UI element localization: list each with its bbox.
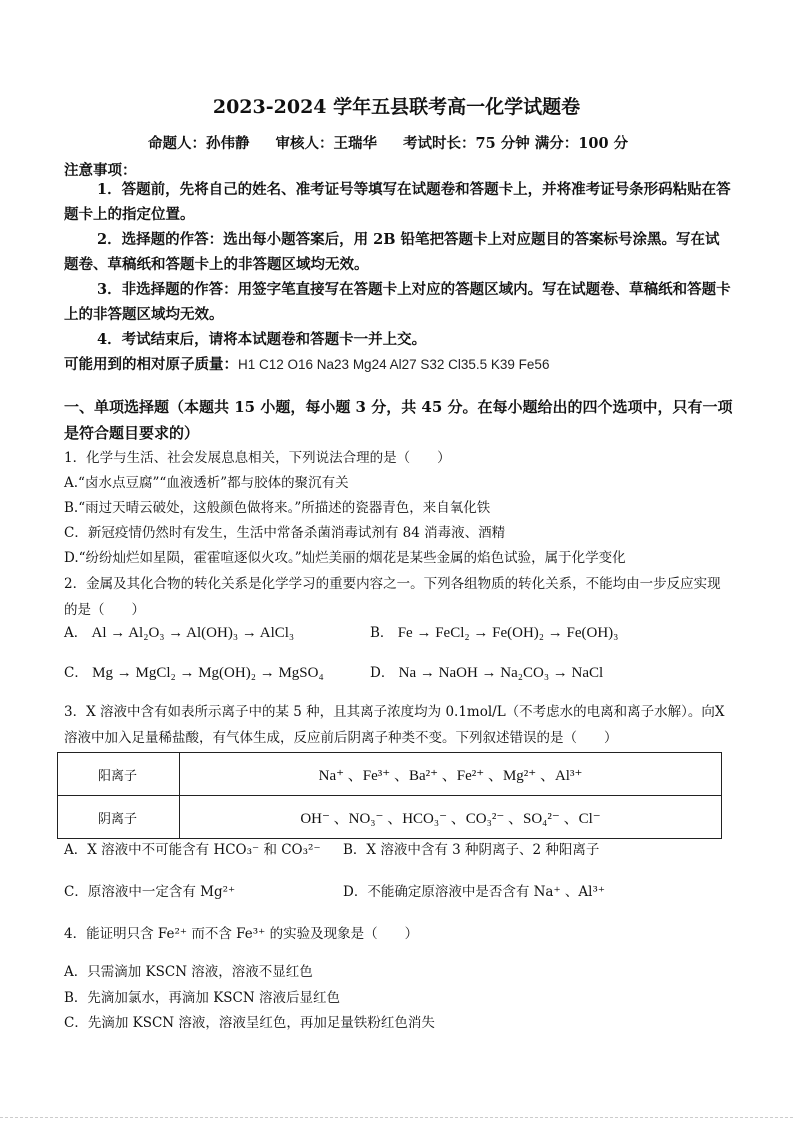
q4-option-c: C．先滴加 KSCN 溶液，溶液呈红色，再加足量铁粉红色消失 — [64, 1015, 435, 1031]
exam-meta — [148, 132, 654, 153]
page-title: 2023-2024 学年五县联考高一化学试题卷 — [212, 96, 581, 118]
option-label: D． — [370, 665, 395, 681]
q3-option-c: C．原溶液中一定含有 Mg²⁺ — [64, 884, 236, 900]
question-1-stem: 1．化学与生活、社会发展息息相关，下列说法合理的是（ ） — [64, 450, 451, 466]
notice-item: 4．考试结束后，请将本试题卷和答题卡一并上交。 — [97, 331, 427, 348]
question-3-stem: 3．X 溶液中含有如表所示离子中的某 5 种，且其离子浓度均为 0.1mol/L（不考虑水的电离和离子水解）。向X 溶液中加入足量稀盐酸，有气体生成，反应前后阴离子种类不变。下列叙述错误的是（ ） — [64, 704, 725, 746]
q3-option-a: A．X 溶液中不可能含有 HCO₃⁻ 和 CO₃²⁻ — [64, 842, 321, 858]
q2-option-c — [64, 663, 324, 683]
q4-option-b: B．先滴加氯水，再滴加 KSCN 溶液后显红色 — [64, 990, 340, 1006]
notice-item: 2．选择题的作答：选出每小题答案后，用 2B 铅笔把答题卡上对应题目的答案标号涂黑。写在试题卷、草稿纸和答题卡上的非答题区域均无效。 — [64, 231, 720, 273]
option-label: A． — [64, 625, 88, 641]
option-label: C． — [64, 665, 88, 681]
q2-option-a — [64, 623, 294, 643]
q1-option-c: C．新冠疫情仍然时有发生，生活中常备杀菌消毒试剂有 84 消毒液、酒精 — [64, 525, 506, 541]
notice-item: 1．答题前，先将自己的姓名、准考证号等填写在试题卷和答题卡上，并将准考证号条形码粘贴在答题卡上的指定位置。 — [64, 181, 731, 223]
ion-row-label: 阴离子 — [58, 796, 180, 839]
page-bottom-divider — [0, 1117, 793, 1118]
ion-row-values: OH⁻ 、NO₃⁻ 、HCO₃⁻ 、CO₃²⁻ 、SO₄²⁻ 、Cl⁻ — [180, 796, 722, 839]
atomic-mass-line — [64, 353, 549, 374]
question-2-stem: 2．金属及其化合物的转化关系是化学学习的重要内容之一。下列各组物质的转化关系，不能均由一步反应实现的是（ ） — [64, 576, 721, 618]
option-formula: Al → Al₂O₃ → Al(OH)₃ → AlCl₃ — [91, 625, 295, 641]
q2-option-b — [370, 623, 618, 643]
option-formula: Fe → FeCl₂ → Fe(OH)₂ → Fe(OH)₃ — [397, 625, 619, 641]
time-score-label: 考试时长：75 分钟 满分：100 分 — [403, 135, 629, 152]
table-row — [58, 753, 722, 796]
section-heading: 一、单项选择题（本题共 15 小题，每小题 3 分，共 45 分。在每小题给出的四个选项中，只有一项是符合题目要求的） — [64, 398, 733, 442]
atomic-mass-values: H1 C12 O16 Na23 Mg24 Al27 S32 Cl35.5 K39 Fe56 — [238, 357, 550, 372]
ion-row-label: 阳离子 — [58, 753, 180, 796]
table-row — [58, 796, 722, 839]
author-label: 命题人：孙伟静 — [148, 135, 250, 152]
option-label: B． — [370, 625, 394, 641]
ion-table — [57, 752, 722, 839]
option-formula: Mg → MgCl₂ → Mg(OH)₂ → MgSO₄ — [92, 665, 324, 681]
q1-option-a: A.“卤水点豆腐”“血液透析”都与胶体的聚沉有关 — [64, 475, 349, 491]
q1-option-d: D.“纷纷灿烂如星陨，霍霍喧逐似火攻。”灿烂美丽的烟花是某些金属的焰色试验，属于化学变化 — [64, 550, 626, 566]
question-4-stem: 4．能证明只含 Fe²⁺ 而不含 Fe³⁺ 的实验及现象是（ ） — [64, 926, 419, 942]
q4-option-a: A．只需滴加 KSCN 溶液，溶液不显红色 — [64, 964, 313, 980]
notice-item: 3．非选择题的作答：用签字笔直接写在答题卡上对应的答题区域内。写在试题卷、草稿纸和答题卡上的非答题区域均无效。 — [64, 281, 731, 323]
q3-option-d: D．不能确定原溶液中是否含有 Na⁺ 、Al³⁺ — [343, 884, 605, 900]
q2-option-d — [370, 663, 603, 683]
notice-heading: 注意事项： — [64, 162, 137, 179]
option-formula: Na → NaOH → Na₂CO₃ → NaCl — [398, 665, 604, 681]
q1-option-b: B.“雨过天晴云破处，这般颜色做将来。”所描述的瓷器青色，来自氧化铁 — [64, 500, 491, 516]
q3-option-b: B．X 溶液中含有 3 种阴离子、2 种阳离子 — [343, 842, 600, 858]
atomic-mass-label: 可能用到的相对原子质量： — [64, 356, 238, 373]
ion-row-values: Na⁺ 、Fe³⁺ 、Ba²⁺ 、Fe²⁺ 、Mg²⁺ 、Al³⁺ — [180, 753, 722, 796]
reviewer-label: 审核人：王瑞华 — [275, 135, 377, 152]
